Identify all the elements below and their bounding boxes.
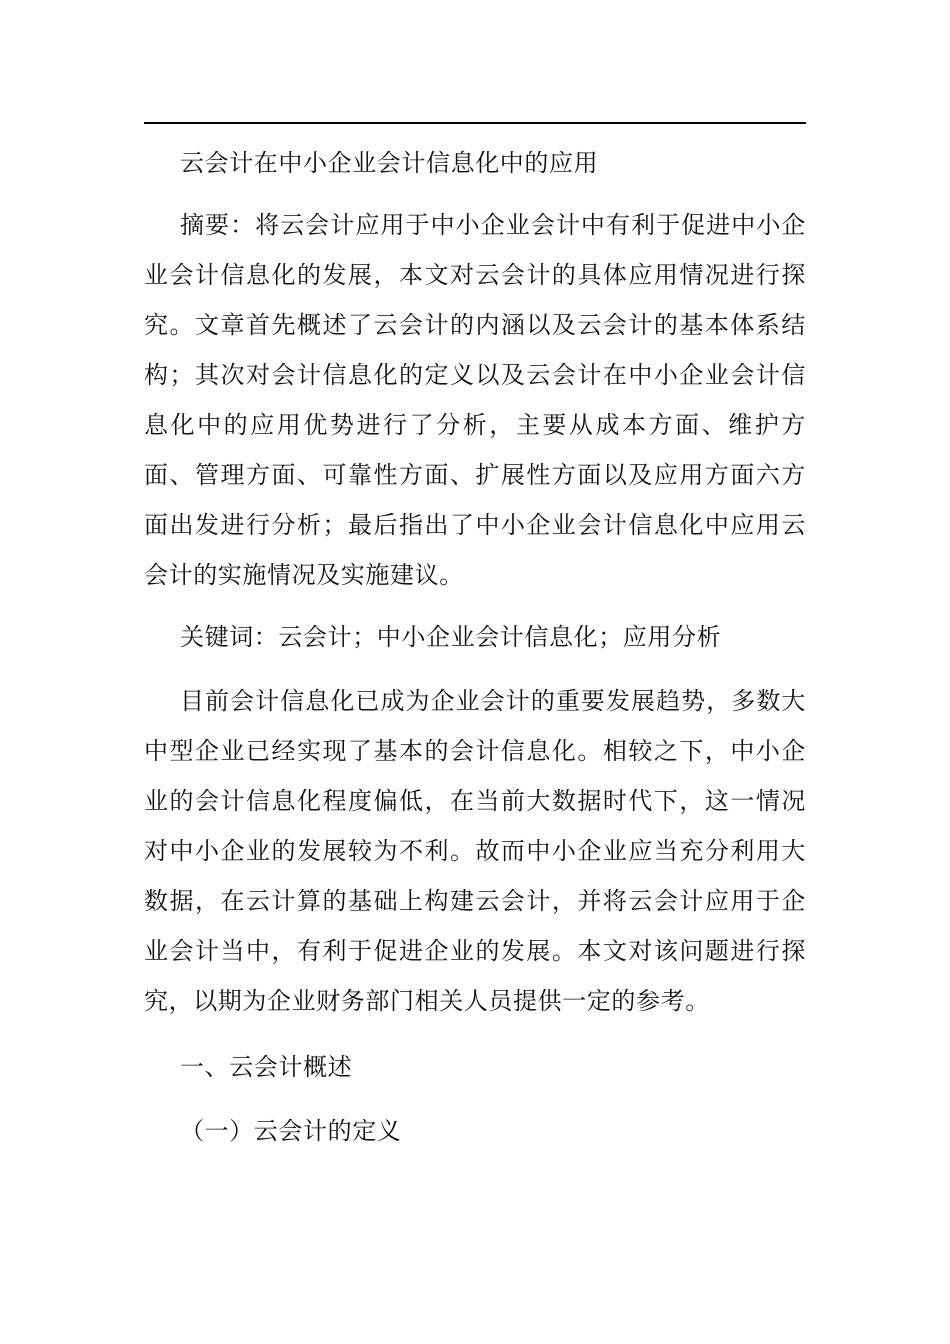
intro-paragraph: 目前会计信息化已成为企业会计的重要发展趋势，多数大中型企业已经实现了基本的会计信息化。相较之下，中小企业的会计信息化程度偏低，在当前大数据时代下，这一情况对中小企业的发展较为不利。故而中小企业应当充分利用大数据，在云计算的基础上构建云会计，并将云会计应用于企业会计当中，有利于促进企业的发展。本文对该问题进行探究，以期为企业财务部门相关人员提供一定的参考。 [144, 687, 806, 1015]
header-rule [144, 122, 806, 124]
abstract-paragraph: 摘要：将云会计应用于中小企业会计中有利于促进中小企业会计信息化的发展，本文对云会计的具体应用情况进行探究。文章首先概述了云会计的内涵以及云会计的基本体系结构；其次对会计信息化的定义以及云会计在中小企业会计信息化中的应用优势进行了分析，主要从成本方面、维护方面、管理方面、可靠性方面、扩展性方面以及应用方面六方面出发进行分析；最后指出了中小企业会计信息化中应用云会计的实施情况及实施建议。 [144, 211, 806, 589]
keywords-paragraph: 关键词：云会计；中小企业会计信息化；应用分析 [180, 623, 722, 651]
section-heading: 一、云会计概述 [180, 1053, 353, 1081]
subsection-heading: （一）云会计的定义 [180, 1117, 402, 1145]
document-body [144, 138, 806, 1156]
document-title: 云会计在中小企业会计信息化中的应用 [180, 149, 599, 177]
